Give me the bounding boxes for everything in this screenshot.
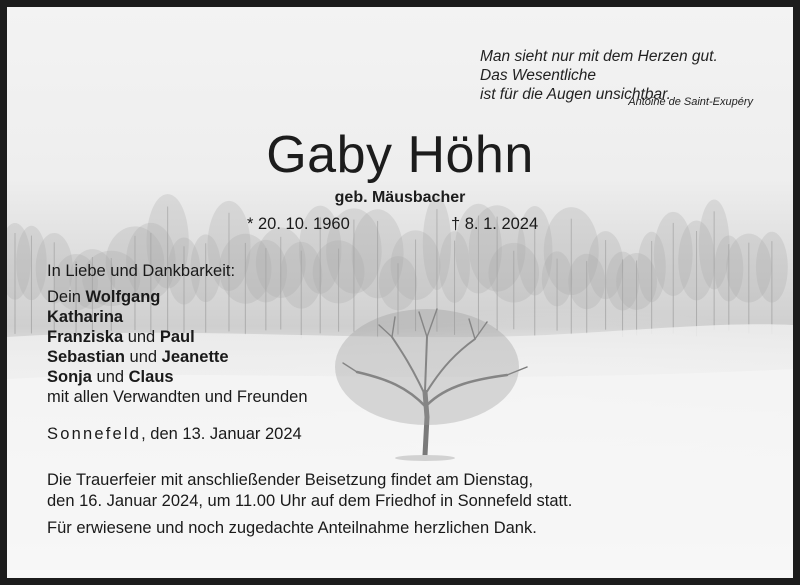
mourner-line: Franziska und Paul: [47, 328, 195, 346]
mourner-line: Katharina: [47, 308, 124, 326]
mourner-line: Dein Wolfgang: [47, 288, 161, 306]
birth-date: * 20. 10. 1960: [247, 215, 350, 233]
quote-author: Antoine de Saint-Exupéry: [628, 96, 753, 108]
place-city: Sonnefeld: [47, 425, 142, 443]
obituary-card: [7, 7, 793, 578]
quote-line: Das Wesentliche: [480, 67, 597, 84]
service-info: [47, 470, 572, 511]
death-date: † 8. 1. 2024: [451, 215, 539, 233]
mourner-line: Sonja und Claus: [47, 368, 174, 386]
place-date: [47, 425, 302, 444]
quote-line: ist für die Augen unsichtbar.: [480, 86, 671, 103]
mourner-line: Sebastian und Jeanette: [47, 348, 229, 366]
tree-crown: [756, 232, 788, 303]
service-line: den 16. Januar 2024, um 11.00 Uhr auf dem Friedhof in Sonnefeld statt.: [47, 491, 573, 510]
maiden-name: geb. Mäusbacher: [334, 189, 466, 206]
quote-line: Man sieht nur mit dem Herzen gut.: [480, 48, 718, 65]
service-line: Die Trauerfeier mit anschließender Beisetzung findet am Dienstag,: [47, 471, 534, 489]
mourners-list: [47, 287, 308, 407]
place-date-text: , den 13. Januar 2024: [141, 425, 302, 443]
mourners-intro: In Liebe und Dankbarkeit:: [47, 262, 236, 280]
thanks-line: Für erwiesene und noch zugedachte Anteilnahme herzlichen Dank.: [47, 519, 537, 537]
relatives-line: mit allen Verwandten und Freunden: [47, 388, 308, 406]
deceased-name: Gaby Höhn: [266, 126, 534, 184]
